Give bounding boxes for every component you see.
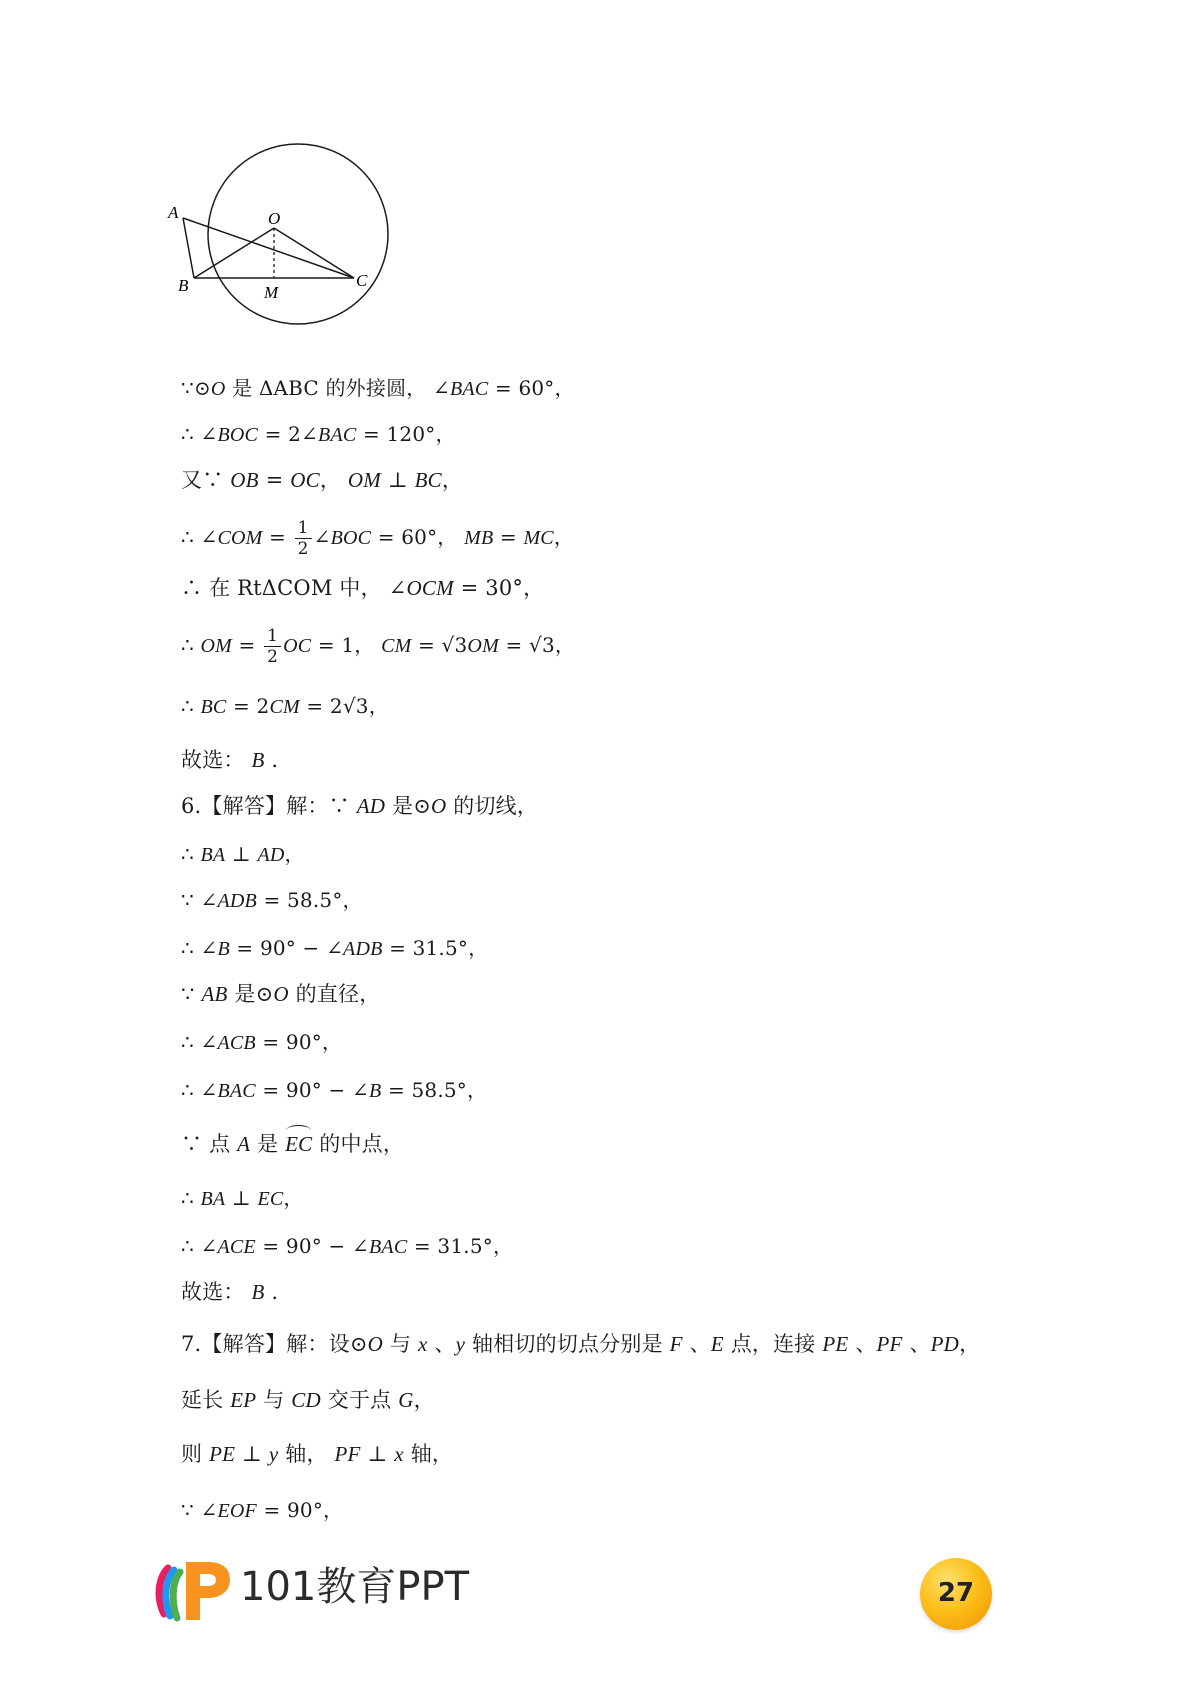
math-symbol: ⊙O — [193, 378, 226, 400]
text-run: = 31.5°， — [407, 1234, 514, 1258]
label-o: O — [268, 209, 281, 228]
line-17 — [181, 1184, 304, 1213]
text-run: ∵ 点 — [181, 1132, 238, 1156]
logo-text: 101教育PPT — [240, 1564, 470, 1610]
text-run: ∴ ∠ — [181, 1078, 218, 1102]
text-run: ⊥ — [360, 1442, 395, 1466]
text-run: 轴， — [278, 1442, 335, 1466]
text-run: = 90° − ∠ — [229, 936, 344, 960]
math-symbol: BC — [200, 696, 227, 718]
line-13 — [181, 980, 380, 1008]
text-run: ⊥ — [225, 1186, 258, 1210]
math-symbol: OCM — [406, 576, 454, 600]
text-run: . — [264, 748, 279, 772]
math-symbol: PD — [930, 1332, 960, 1356]
text-run: 、 — [902, 1332, 931, 1356]
text-run: 轴相切的切点分别是 — [465, 1332, 670, 1356]
math-symbol: y — [268, 1442, 279, 1466]
line-20 — [181, 1330, 980, 1358]
text-run: 则 — [181, 1442, 210, 1466]
text-run: = 90° − ∠ — [255, 1078, 369, 1102]
text-run: 、 — [682, 1332, 711, 1356]
text-run: = √3 — [411, 633, 468, 657]
math-symbol: A — [237, 1132, 251, 1156]
text-run: ∴ ∠ — [181, 1030, 218, 1054]
line-1 — [181, 374, 575, 403]
math-symbol: BA — [200, 1188, 226, 1210]
text-run: 的直径， — [288, 982, 381, 1006]
text-run: ∵ ∠ — [181, 888, 218, 912]
text-run: = 58.5°， — [256, 888, 363, 912]
line-3 — [181, 466, 463, 494]
line-7 — [181, 692, 389, 721]
line-19 — [181, 1278, 278, 1306]
label-b: B — [178, 276, 189, 295]
text-run: 与 — [256, 1388, 292, 1412]
math-symbol: CM — [381, 635, 412, 657]
math-symbol: BA — [200, 844, 226, 866]
math-symbol: ADB — [217, 890, 257, 912]
text-run: 是 ΔABC 的外接圆， ∠ — [225, 376, 450, 400]
math-symbol: ACB — [217, 1032, 256, 1054]
text-run: ， — [284, 842, 305, 866]
math-symbol: AD — [356, 794, 386, 818]
circle-o — [208, 144, 388, 324]
text-run: 7.【解答】解：设 — [181, 1332, 350, 1356]
math-symbol: B — [251, 748, 265, 772]
math-symbol: x — [394, 1442, 404, 1466]
text-run: ∵ — [181, 982, 202, 1006]
math-symbol: x — [417, 1332, 428, 1356]
math-symbol: BAC — [368, 1236, 408, 1258]
math-symbol: ⊙O — [413, 794, 447, 818]
math-symbol: OM — [467, 635, 499, 657]
math-symbol: ⊙O — [255, 982, 289, 1006]
segment-ab — [183, 218, 194, 278]
page-number-badge — [920, 1558, 992, 1630]
text-run: ∴ — [181, 842, 201, 866]
fraction-numerator: 1 — [264, 626, 281, 647]
text-run: 延长 — [181, 1388, 231, 1412]
text-run: ∴ — [181, 1186, 201, 1210]
text-run: = 2∠ — [258, 422, 319, 446]
text-run: ∴ 在 RtΔCOM 中， ∠ — [181, 576, 407, 600]
math-symbol: EC — [257, 1188, 284, 1210]
text-run: 故选： — [181, 748, 252, 772]
math-symbol: OC — [283, 635, 312, 657]
circle-triangle-figure — [168, 146, 412, 356]
math-symbol: BOC — [330, 527, 372, 549]
text-run: 、 — [848, 1332, 877, 1356]
text-run: ∴ ∠ — [181, 525, 218, 549]
text-run: ∴ — [181, 694, 201, 718]
text-run: ， — [441, 468, 464, 492]
line-15 — [181, 1076, 487, 1105]
math-symbol: PF — [334, 1442, 361, 1466]
text-run: 轴， — [403, 1442, 454, 1466]
text-run: ∵ — [181, 376, 194, 400]
line-8 — [181, 746, 278, 774]
text-run: = 2√3， — [299, 694, 389, 718]
text-run: = — [258, 468, 291, 492]
text-run: = 1， — [311, 633, 382, 657]
text-run: = 90° − ∠ — [255, 1234, 369, 1258]
fraction — [295, 518, 312, 559]
text-run: ， — [413, 1388, 435, 1412]
text-run: ， — [283, 1186, 304, 1210]
math-symbol: EP — [230, 1388, 257, 1412]
text-run: ⊥ — [225, 842, 258, 866]
text-run: = 58.5°， — [381, 1078, 488, 1102]
text-run: 是 — [250, 1132, 286, 1156]
line-21 — [181, 1386, 435, 1414]
math-symbol: F — [669, 1332, 683, 1356]
math-symbol: MB — [464, 527, 494, 549]
math-symbol: E — [710, 1332, 724, 1356]
line-6 — [181, 626, 575, 667]
text-run: ∴ — [181, 633, 201, 657]
fraction-denominator: 2 — [267, 647, 279, 667]
text-run: 与 — [383, 1332, 418, 1356]
text-run: = 31.5°， — [382, 936, 489, 960]
math-symbol: AD — [257, 844, 285, 866]
math-symbol: OM — [200, 635, 232, 657]
math-symbol: PE — [209, 1442, 236, 1466]
text-run: 是 — [227, 982, 256, 1006]
text-run: . — [264, 1280, 279, 1304]
line-22 — [181, 1440, 453, 1468]
text-run: ∴ ∠ — [181, 1234, 218, 1258]
line-2 — [181, 420, 456, 449]
text-run: 6.【解答】解：∵ — [181, 794, 357, 818]
math-symbol: MC — [523, 527, 554, 549]
line-4 — [181, 518, 574, 559]
math-symbol: y — [455, 1332, 466, 1356]
line-14 — [181, 1028, 342, 1057]
line-11 — [181, 886, 363, 915]
math-symbol: OM — [347, 468, 381, 492]
text-run: ∠ — [313, 525, 331, 549]
geometry-diagram — [168, 146, 412, 356]
math-symbol: OC — [290, 468, 320, 492]
math-symbol: BAC — [318, 424, 357, 446]
math-symbol: PF — [876, 1332, 903, 1356]
logo-p-icon — [150, 1548, 236, 1628]
text-run: = 30°， — [453, 576, 545, 600]
line-9 — [181, 792, 538, 820]
math-symbol: ⊙O — [349, 1332, 384, 1356]
label-m: M — [264, 283, 279, 302]
text-run: = 90°， — [255, 1030, 343, 1054]
text-run: 点，连接 — [723, 1332, 823, 1356]
page-number: 27 — [937, 1578, 975, 1608]
text-run: 的切线， — [446, 794, 539, 818]
math-symbol: BC — [414, 468, 442, 492]
math-symbol: G — [398, 1388, 414, 1412]
math-symbol: B — [368, 1080, 382, 1102]
text-run: ， — [319, 468, 348, 492]
text-run: = 60°， — [488, 376, 575, 400]
line-5 — [181, 574, 544, 602]
fraction-denominator: 2 — [297, 539, 309, 559]
text-run: 故选： — [181, 1280, 252, 1304]
text-run: 又∵ — [181, 468, 231, 492]
math-symbol: BOC — [217, 424, 259, 446]
line-23 — [181, 1496, 343, 1525]
math-symbol: BAC — [217, 1080, 256, 1102]
label-a: A — [168, 203, 179, 222]
text-run: = — [232, 633, 263, 657]
label-c: C — [356, 271, 368, 290]
text-run: 交于点 — [320, 1388, 399, 1412]
text-run: 、 — [427, 1332, 456, 1356]
math-symbol: B — [217, 938, 230, 960]
arc-symbol: EC — [285, 1132, 313, 1156]
math-symbol: COM — [217, 527, 263, 549]
math-symbol: CM — [269, 696, 300, 718]
math-symbol: B — [251, 1280, 265, 1304]
text-run: ⊥ — [380, 468, 415, 492]
text-run: = √3， — [498, 633, 576, 657]
text-run: ， — [553, 525, 575, 549]
text-run: ∴ ∠ — [181, 936, 218, 960]
text-run: 的中点， — [312, 1132, 405, 1156]
line-18 — [181, 1232, 513, 1261]
math-symbol: AB — [201, 982, 228, 1006]
text-run: = — [493, 525, 524, 549]
text-run: = — [262, 525, 293, 549]
text-run: 是 — [385, 794, 414, 818]
text-run: ， — [959, 1332, 981, 1356]
brand-logo — [150, 1548, 480, 1628]
text-run: = 2 — [226, 694, 270, 718]
line-16 — [181, 1130, 404, 1158]
line-12 — [181, 934, 488, 963]
text-run: = 90°， — [256, 1498, 344, 1522]
math-symbol: ACE — [217, 1236, 256, 1258]
text-run: ∵ ∠ — [181, 1498, 218, 1522]
math-symbol: PE — [822, 1332, 849, 1356]
text-run: = 120°， — [356, 422, 456, 446]
text-run: ∴ ∠ — [181, 422, 218, 446]
fraction — [264, 626, 281, 667]
math-symbol: BAC — [450, 378, 489, 400]
text-run: = 60°， — [371, 525, 465, 549]
math-symbol: OB — [230, 468, 259, 492]
segment-oc — [274, 228, 354, 278]
line-10 — [181, 840, 305, 869]
math-symbol: EOF — [217, 1500, 257, 1522]
text-run: ⊥ — [235, 1442, 269, 1466]
fraction-numerator: 1 — [295, 518, 312, 539]
math-symbol: CD — [291, 1388, 321, 1412]
math-symbol: ADB — [343, 938, 383, 960]
